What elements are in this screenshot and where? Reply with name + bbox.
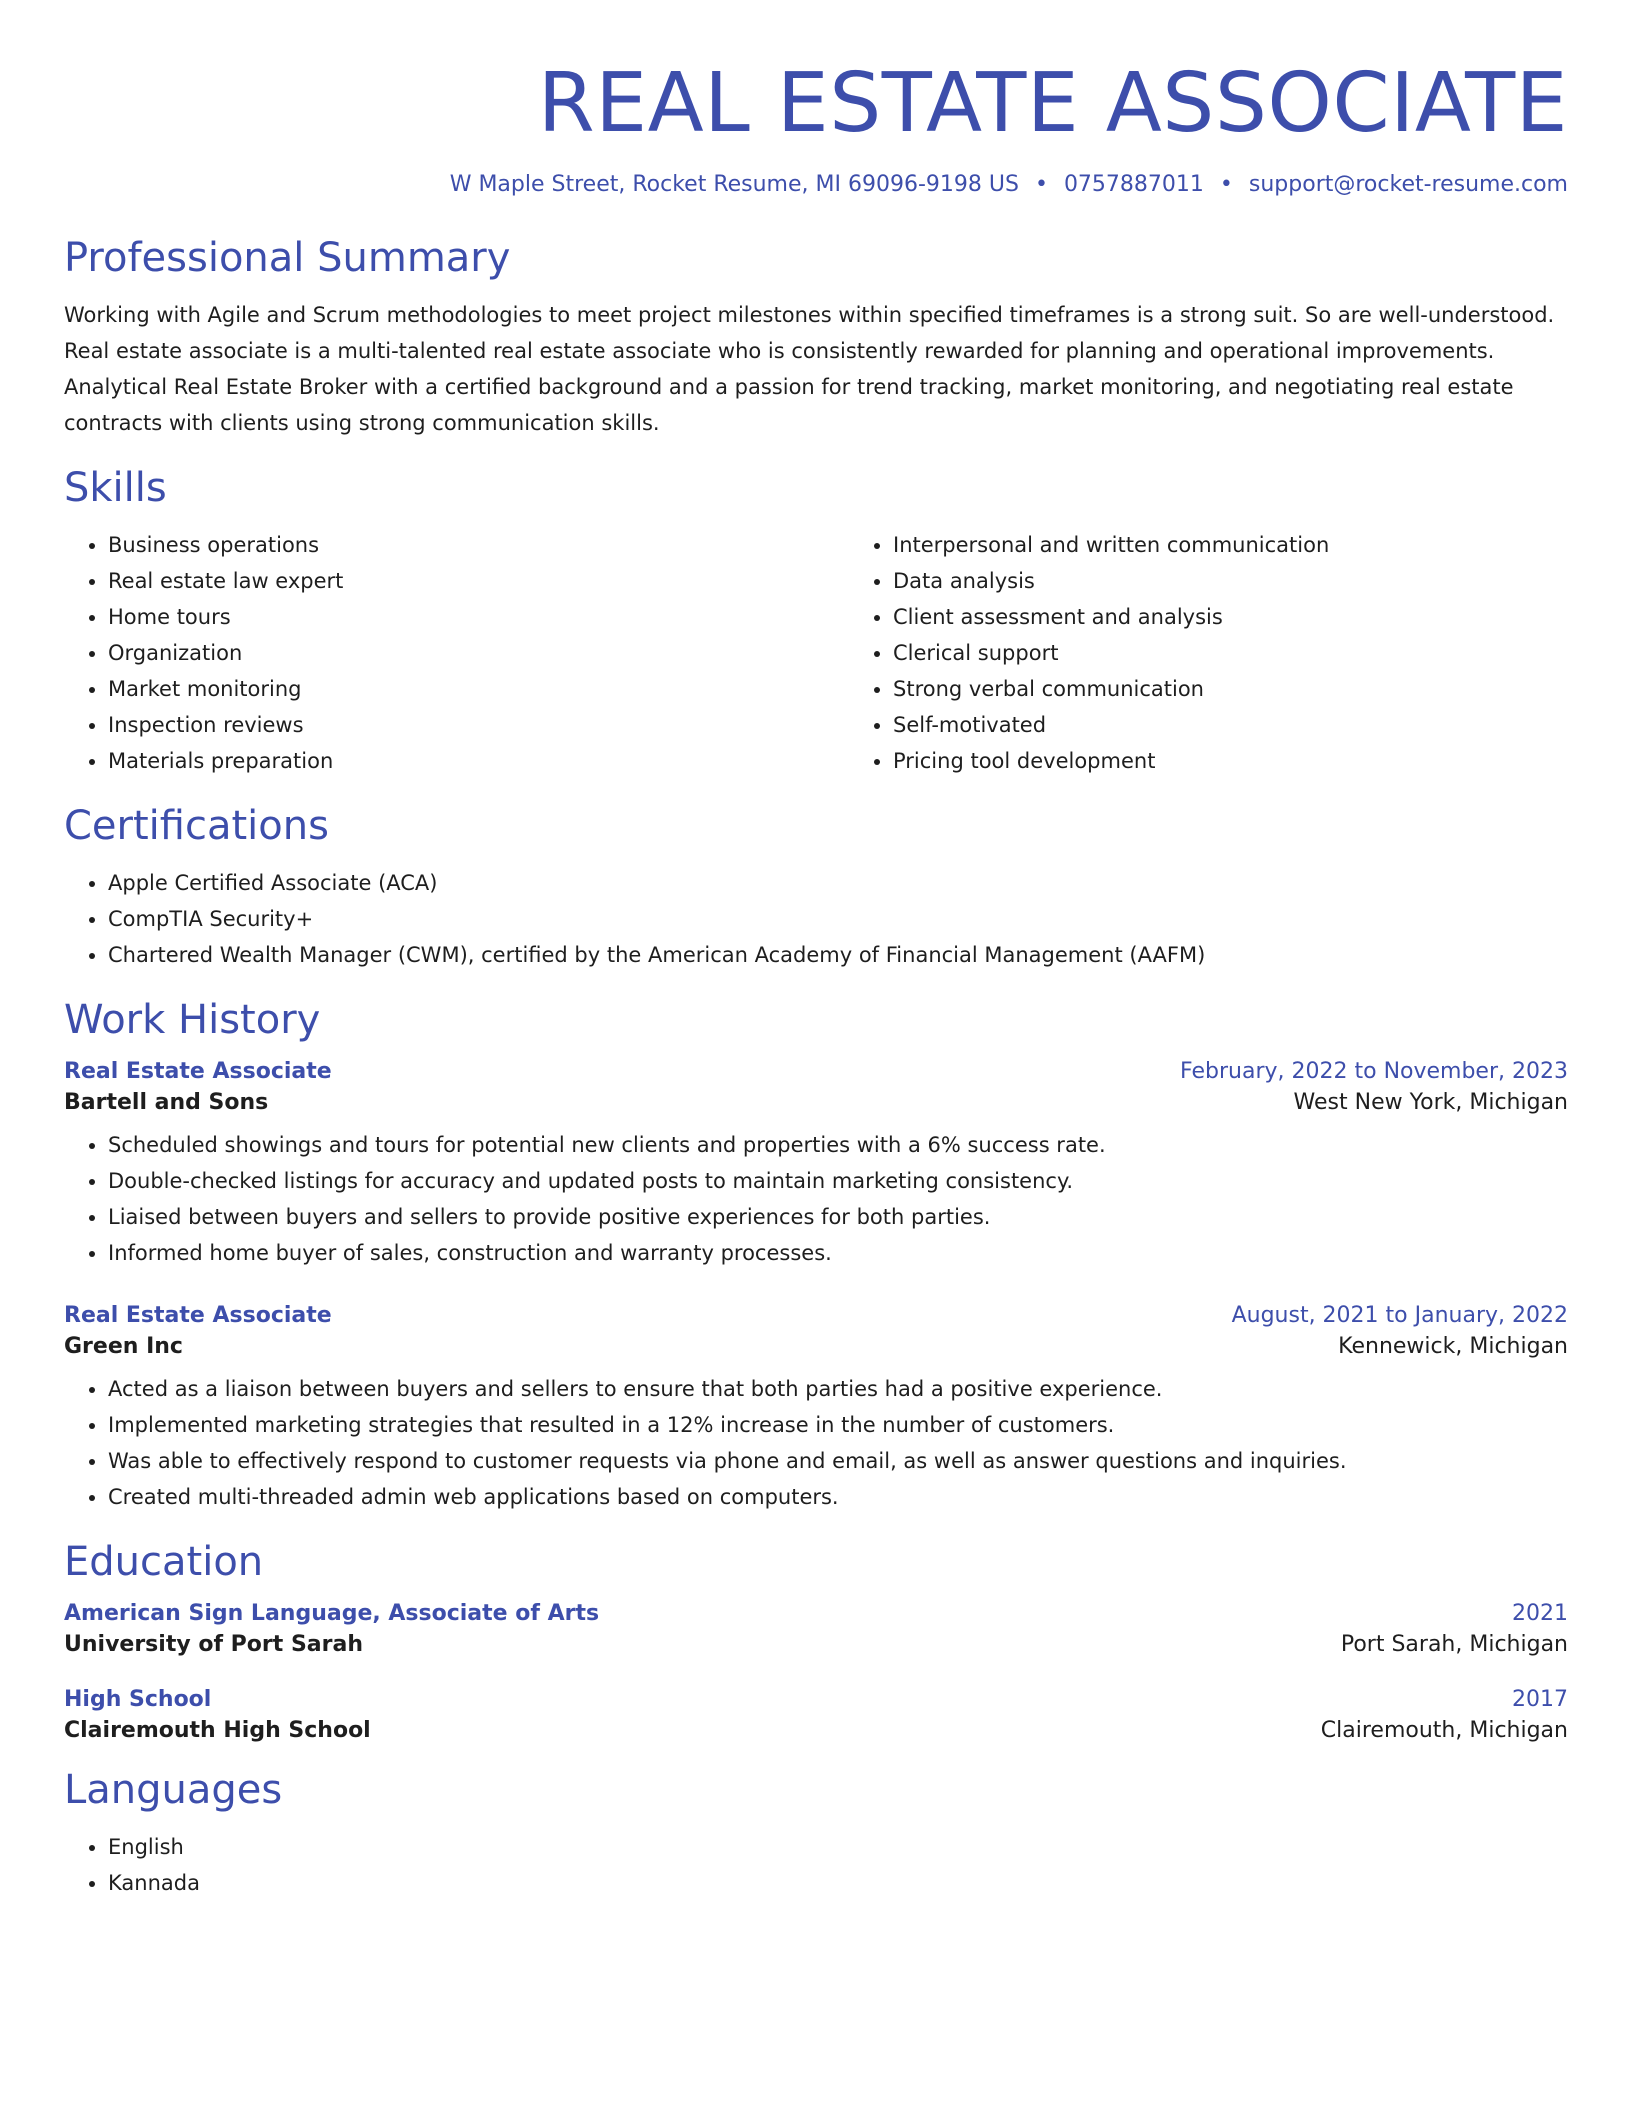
summary-text: Working with Agile and Scrum methodologies to meet project milestones within specified timeframes is a strong suit. So are well-understood. Real estate associate is a multi-talented real estate associate who is consistently rewarded for planning and operational improvements. Analytical Real Estate Broker with a certified background and a passion for trend tracking, market monitoring, and negotiating real estate contracts with clients using strong communication skills. xyxy=(64,303,1555,435)
job-bullet: • Implemented marketing strategies that resulted in a 12% increase in the number of customers. xyxy=(108,1407,1568,1443)
job-entry xyxy=(64,1059,1568,1271)
education-school-row xyxy=(64,1632,1568,1657)
contact-address: W Maple Street, Rocket Resume, MI 69096-9198 US xyxy=(449,172,1019,197)
contact-separator: • xyxy=(1219,172,1233,197)
certification-item: • CompTIA Security+ xyxy=(108,901,1568,937)
job-bullets xyxy=(64,1127,1568,1271)
education-header-row xyxy=(64,1687,1568,1712)
summary-section xyxy=(64,231,1568,441)
skill-item: • Organization xyxy=(108,635,849,671)
job-dates: August, 2021 to January, 2022 xyxy=(1231,1303,1568,1328)
skill-item: • Pricing tool development xyxy=(893,743,1568,779)
education-entry xyxy=(64,1601,1568,1657)
job-bullet: • Liaised between buyers and sellers to provide positive experiences for both parties. xyxy=(108,1199,1568,1235)
education-school-row xyxy=(64,1718,1568,1743)
skills-section xyxy=(64,461,1568,779)
job-company: Bartell and Sons xyxy=(64,1090,269,1115)
contact-phone: 0757887011 xyxy=(1063,172,1204,197)
job-bullet: • Acted as a liaison between buyers and sellers to ensure that both parties had a positive experience. xyxy=(108,1371,1568,1407)
education-location: Port Sarah, Michigan xyxy=(1340,1632,1568,1657)
job-company: Green Inc xyxy=(64,1334,183,1359)
education-year: 2021 xyxy=(1512,1601,1568,1626)
education-header-row xyxy=(64,1601,1568,1626)
job-role: Real Estate Associate xyxy=(64,1059,332,1084)
certifications-list xyxy=(64,865,1568,973)
language-item: • English xyxy=(108,1829,1568,1865)
job-header-row xyxy=(64,1059,1568,1084)
skill-item: • Client assessment and analysis xyxy=(893,599,1568,635)
job-bullet: • Double-checked listings for accuracy and updated posts to maintain marketing consistency. xyxy=(108,1163,1568,1199)
certification-item: • Chartered Wealth Manager (CWM), certified by the American Academy of Financial Management (AAFM) xyxy=(108,937,1568,973)
job-location: West New York, Michigan xyxy=(1293,1090,1568,1115)
job-location: Kennewick, Michigan xyxy=(1338,1334,1568,1359)
job-company-row xyxy=(64,1334,1568,1359)
job-bullets xyxy=(64,1371,1568,1515)
job-header-row xyxy=(64,1303,1568,1328)
languages-list xyxy=(64,1829,1568,1901)
job-dates: February, 2022 to November, 2023 xyxy=(1180,1059,1568,1084)
language-item: • Kannada xyxy=(108,1865,1568,1901)
skill-item: • Strong verbal communication xyxy=(893,671,1568,707)
job-bullet: • Informed home buyer of sales, construction and warranty processes. xyxy=(108,1235,1568,1271)
skill-item: • Clerical support xyxy=(893,635,1568,671)
education-school: Clairemouth High School xyxy=(64,1718,371,1743)
skills-right-list xyxy=(849,527,1568,779)
job-bullet: • Created multi-threaded admin web applications based on computers. xyxy=(108,1479,1568,1515)
education-entry xyxy=(64,1687,1568,1743)
education-section xyxy=(64,1535,1568,1743)
skill-item: • Interpersonal and written communication xyxy=(893,527,1568,563)
education-degree: American Sign Language, Associate of Arts xyxy=(64,1601,600,1626)
work-section xyxy=(64,993,1568,1515)
skill-item: • Data analysis xyxy=(893,563,1568,599)
skills-left-list xyxy=(64,527,849,779)
job-bullet: • Scheduled showings and tours for potential new clients and properties with a 6% success rate. xyxy=(108,1127,1568,1163)
skill-item: • Self-motivated xyxy=(893,707,1568,743)
languages-section xyxy=(64,1763,1568,1901)
certification-item: • Apple Certified Associate (ACA) xyxy=(108,865,1568,901)
certifications-section xyxy=(64,799,1568,973)
contact-separator: • xyxy=(1034,172,1048,197)
job-company-row xyxy=(64,1090,1568,1115)
summary-title: Professional Summary xyxy=(64,235,511,281)
certifications-title: Certifications xyxy=(64,803,329,849)
contact-email: support@rocket-resume.com xyxy=(1248,172,1568,197)
education-title: Education xyxy=(64,1539,264,1585)
skill-item: • Real estate law expert xyxy=(108,563,849,599)
job-entry xyxy=(64,1303,1568,1515)
job-bullet: • Was able to effectively respond to customer requests via phone and email, as well as answer questions and inquiries. xyxy=(108,1443,1568,1479)
languages-title: Languages xyxy=(64,1767,283,1813)
work-title: Work History xyxy=(64,997,321,1043)
skill-item: • Inspection reviews xyxy=(108,707,849,743)
education-location: Clairemouth, Michigan xyxy=(1320,1718,1568,1743)
resume-name: REAL ESTATE ASSOCIATE xyxy=(537,56,1568,151)
skill-item: • Business operations xyxy=(108,527,849,563)
skill-item: • Materials preparation xyxy=(108,743,849,779)
skill-item: • Home tours xyxy=(108,599,849,635)
job-role: Real Estate Associate xyxy=(64,1303,332,1328)
education-degree: High School xyxy=(64,1687,212,1712)
education-year: 2017 xyxy=(1512,1687,1568,1712)
skills-columns xyxy=(64,527,1568,779)
skills-title: Skills xyxy=(64,465,167,511)
contact-line xyxy=(64,172,1568,197)
skill-item: • Market monitoring xyxy=(108,671,849,707)
education-school: University of Port Sarah xyxy=(64,1632,363,1657)
